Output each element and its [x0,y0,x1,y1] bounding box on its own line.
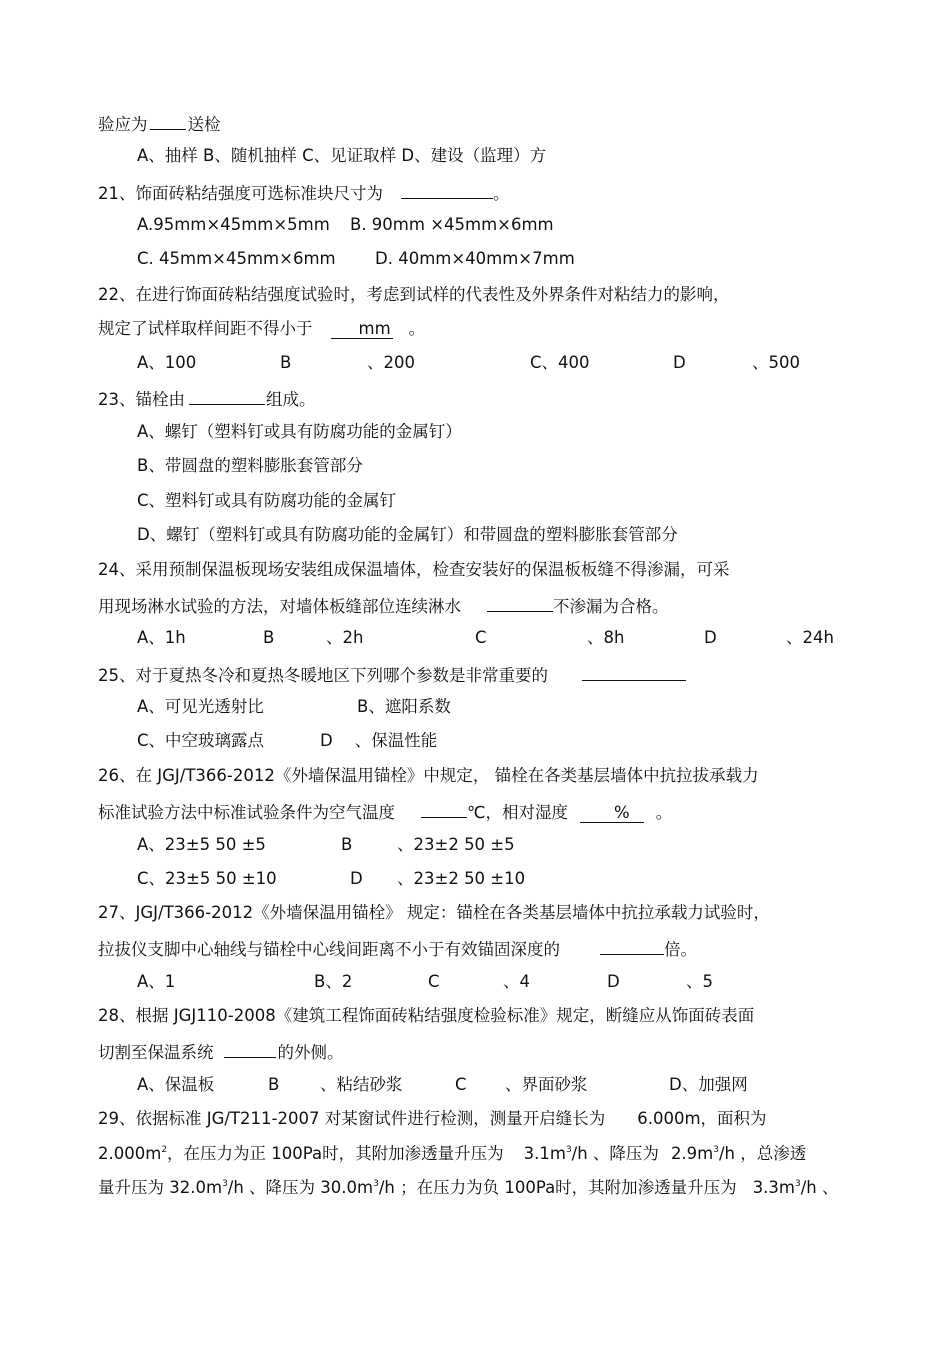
option-b: B、遮阳系数 [357,697,451,716]
option-b: B、带圆盘的塑料膨胀套管部分 [137,456,363,475]
option-line: A、抽样 B、随机抽样 C、见证取样 D、建设（监理）方 [137,146,547,165]
option-d: D. 40mm×40mm×7mm [375,249,575,268]
option-a: A.95mm×45mm×5mm [137,215,330,234]
option-a: A、可见光透射比 [137,697,264,716]
question-28: 28、根据 JGJ110-2008《建筑工程饰面砖粘结强度检验标准》规定，断缝应从饰面砖表面 [98,1006,755,1025]
option-a: A、螺钉（塑料钉或具有防腐功能的金属钉） [137,422,462,441]
question-27: 27、JGJ/T366-2012《外墙保温用锚栓》 规定：锚栓在各类基层墙体中抗拉承载力试验时， [98,903,770,922]
answer-blank [189,386,265,405]
question-22: 22、在进行饰面砖粘结强度试验时，考虑到试样的代表性及外界条件对粘结力的影响， [98,285,730,304]
answer-blank [150,111,186,130]
question-21: 21、饰面砖粘结强度可选标准块尺寸为 。 [98,180,510,205]
question-29-cont-1: $2.000m^2$，在压力为正 100Pa时，其附加渗透量升压为 $3.1m^3/h$ 、降压为 $2.9m^3/h$ ，总渗透 [98,1144,807,1163]
option-c: C、中空玻璃露点 [137,731,265,750]
answer-blank [421,799,467,818]
option-c: C、塑料钉或具有防腐功能的金属钉 [137,491,397,510]
question-23: 23、锚栓由 组成。 [98,386,316,411]
question-25: 25、对于夏热冬冷和夏热冬暖地区下列哪个参数是非常重要的 [98,662,686,687]
question-27-cont: 拉拔仪支脚中心轴线与锚栓中心线间距离不小于有效锚固深度的 倍。 [98,936,697,961]
question-29: 29、依据标准 JG/T211-2007 对某窗试件进行检测，测量开启缝长为 6.000m，面积为 [98,1109,767,1128]
question-24-cont: 用现场淋水试验的方法，对墙体板缝部位连续淋水 不渗漏为合格。 [98,593,669,618]
question-26: 26、在 JGJ/T366-2012《外墙保温用锚栓》中规定， 锚栓在各类基层墙体中抗拉拔承载力 [98,766,759,785]
answer-blank [224,1039,276,1058]
option-d: D、螺钉（塑料钉或具有防腐功能的金属钉）和带圆盘的塑料膨胀套管部分 [137,525,678,544]
answer-blank [600,936,664,955]
continued-question-line: 验应为 送检 [98,111,221,136]
answer-blank [487,593,553,612]
document-page: 验应为 送检 A、抽样 B、随机抽样 C、见证取样 D、建设（监理）方 21、饰面砖粘结强度可选标准块尺寸为 。 A.95mm×45mm×5mm B. 90mm ×45mm×6mm C. 45mm×45mm×6mm D. 40mm×40mm×7mm 22、在进行饰面砖粘结强度试验时，考虑到试样的代表性及外界条件对粘结力的影响， 规定了试样取样间距不得小于 mm 。 A、100 B 、200 C、400 D 、500 23、锚栓由 组成。 A、螺钉（塑料钉或具有防腐功能的金属钉） B、带圆盘的塑料膨胀套管部分 C、塑料钉或具有防腐功能的金属钉 D、螺钉（塑料钉或具有防腐功能的金属钉）和带圆盘的塑料膨胀套管部分 24、采用预制保温板现场安装组成保温墙体，检查安装好的保温板板缝不得渗漏，可采 用现场淋水试验的方法，对墙体板缝部位连续淋水 不渗漏为合格。 A、1h B 、2h C 、8h D 、24h 25、对于夏热冬冷和夏热冬暖地区下列哪个参数是非常重要的 A、可见光透射比 B、遮阳系数 C、中空玻璃露点 D 、保温性能 26、在 JGJ/T366-2012《外墙保温用锚栓》中规定， 锚栓在各类基层墙体中抗拉拔承载力 标准试验方法中标准试验条件为空气温度 ℃，相对湿度 % 。 A、23±5 50 ±5 B 、23±2 50 ±5 C、23±5 50 ±10 D 、23±2 50 ±10 27、JGJ/T366-2012《外墙保温用锚栓》 规定：锚栓在各类基层墙体中抗拉承载力试验时， 拉拔仪支脚中心轴线与锚栓中心线间距离不小于有效锚固深度的 倍。 A、1 B、2 C 、4 D 、5 28、根据 JGJ110-2008《建筑工程饰面砖粘结强度检验标准》规定，断缝应从饰面砖表面 切割至保温系统 的外侧。 A、保温板 B 、粘结砂浆 C 、界面砂浆 D、加强网 29、依据标准 JG/T211-2007 对某窗试件进行检测，测量开启缝长为 6.000m，面积为 $2.000m^2$，在压力为正 100Pa时，其附加渗透量升压为 $3.1m^3/h$ 、降压为 $2.9m^3/h$ ，总渗透 量升压为 $32.0m^3/h$ 、降压为 $30.0m^3/h$ ；在压力为负 100Pa时，其附加渗透量升压为 $3.3m^3/h$ 、 [0,0,950,1345]
question-24: 24、采用预制保温板现场安装组成保温墙体，检查安装好的保温板板缝不得渗漏，可采 [98,560,730,579]
question-28-cont: 切割至保温系统 的外侧。 [98,1039,344,1064]
question-22-cont: 规定了试样取样间距不得小于 mm 。 [98,319,426,338]
question-26-cont: 标准试验方法中标准试验条件为空气温度 ℃，相对湿度 % 。 [98,799,672,824]
option-b: B. 90mm ×45mm×6mm [350,215,554,234]
question-29-cont-2: 量升压为 $32.0m^3/h$ 、降压为 $30.0m^3/h$ ；在压力为负 100Pa时，其附加渗透量升压为 $3.3m^3/h$ 、 [98,1178,839,1197]
answer-blank [401,180,493,199]
option-c: C. 45mm×45mm×6mm [137,249,336,268]
answer-blank [582,662,686,681]
option-d: D 、保温性能 [320,731,438,750]
